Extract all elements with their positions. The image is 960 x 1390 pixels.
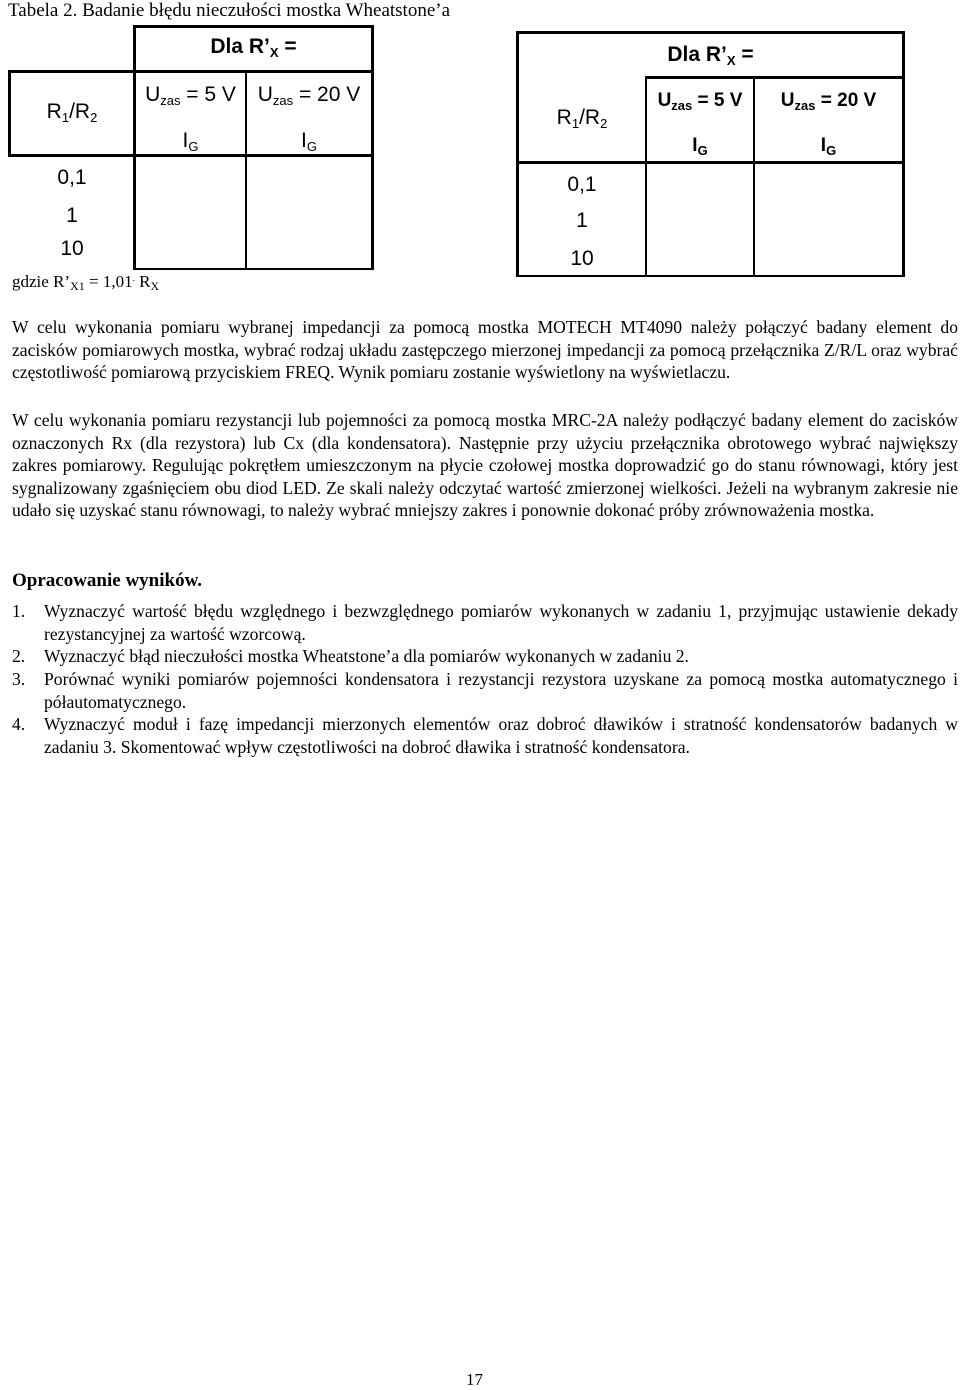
table-note: gdzie $R’_{X1} = 1,01^.$ $R_X$ — [12, 272, 160, 293]
right-row-1: 1 — [576, 209, 588, 232]
left-row-2: 10 — [60, 237, 84, 260]
table-caption: Tabela 2. Badanie błędu nieczułości mostka Wheatstone’a — [8, 0, 451, 21]
right-col-r1r2-label: $R_1/R_2$ — [556, 106, 608, 131]
list-item: 4. Wyznaczyć moduł i fazę impedancji mierzonych elementów oraz dobroć dławików i stratność kondensatorów badanych w zadaniu 3. Skomentować wpływ częstotliwości na dobroć dławika i stratność kondensatora. — [12, 714, 958, 757]
page-number: 17 — [466, 1370, 483, 1389]
right-row-0: 0,1 — [567, 173, 597, 196]
task-list — [12, 600, 958, 758]
list-item: 3. Porównać wyniki pomiarów pojemności kondensatora i rezystancji rezystora uzyskane za pomocą mostka automatycznego i półautomatycznego. — [12, 669, 958, 712]
right-u20-label: $U_{zas} = 20$ V — [780, 90, 877, 113]
right-header-dla-rx: Dla $R’_X$ = — [667, 43, 754, 68]
right-ig2-label: $I_G$ — [820, 135, 837, 158]
right-row-2: 10 — [570, 247, 594, 270]
right-ig1-label: $I_G$ — [692, 135, 708, 158]
left-header-dla-rx: Dla $R’_X$ = — [210, 35, 297, 60]
list-item: 1. Wyznaczyć wartość błędu względnego i bezwzględnego pomiarów wykonanych w zadaniu 1, przyjmując ustawienie dekady rezystancyjnej za wartość wzorcową. — [12, 601, 958, 644]
left-row-0: 0,1 — [57, 166, 87, 189]
left-ig2-label: $I_G$ — [301, 129, 317, 154]
left-u5-label: $U_{zas} = 5$ V — [145, 83, 236, 108]
paragraph-motech: W celu wykonania pomiaru wybranej impedancji za pomocą mostka MOTECH MT4090 należy połączyć badany element do zacisków pomiarowych mostka, wybrać rodzaj układu zastępczego mierzonej impedancji za pomocą przełącznika Z/R/L oraz wybrać częstotliwość pomiarową przyciskiem FREQ. Wynik pomiaru zostanie wyświetlony na wyświetlaczu. — [12, 317, 958, 383]
left-col-r1r2-label: $R_1/R_2$ — [46, 100, 98, 125]
left-row-1: 1 — [66, 204, 78, 227]
left-u20-label: $U_{zas} = 20$ V — [257, 83, 361, 108]
paragraph-mrc: W celu wykonania pomiaru rezystancji lub pojemności za pomocą mostka MRC-2A należy podłączyć badany element do zacisków oznaczonych Rx (dla rezystora) lub Cx (dla kondensatora). Następnie przy użyciu przełącznika obrotowego wybrać największy zakres pomiarowy. Regulując pokrętłem umieszczonym na płycie czołowej mostka doprowadzić go do stanu równowagi, który jest sygnalizowany zgaśnięciem obu diod LED. Ze skali należy odczytać wartość zmierzonej wielkości. Jeżeli na wybranym zakresie nie udało się uzyskać stanu równowagi, to należy wybrać mniejszy zakres i ponownie dokonać próby zrównoważenia mostka. — [12, 410, 958, 521]
list-item: 2. Wyznaczyć błąd nieczułości mostka Wheatstone’a dla pomiarów wykonanych w zadaniu 2. — [12, 646, 689, 666]
section-heading: Opracowanie wyników. — [12, 570, 203, 591]
right-u5-label: $U_{zas} = 5$ V — [657, 90, 743, 113]
left-ig1-label: $I_G$ — [182, 129, 199, 154]
